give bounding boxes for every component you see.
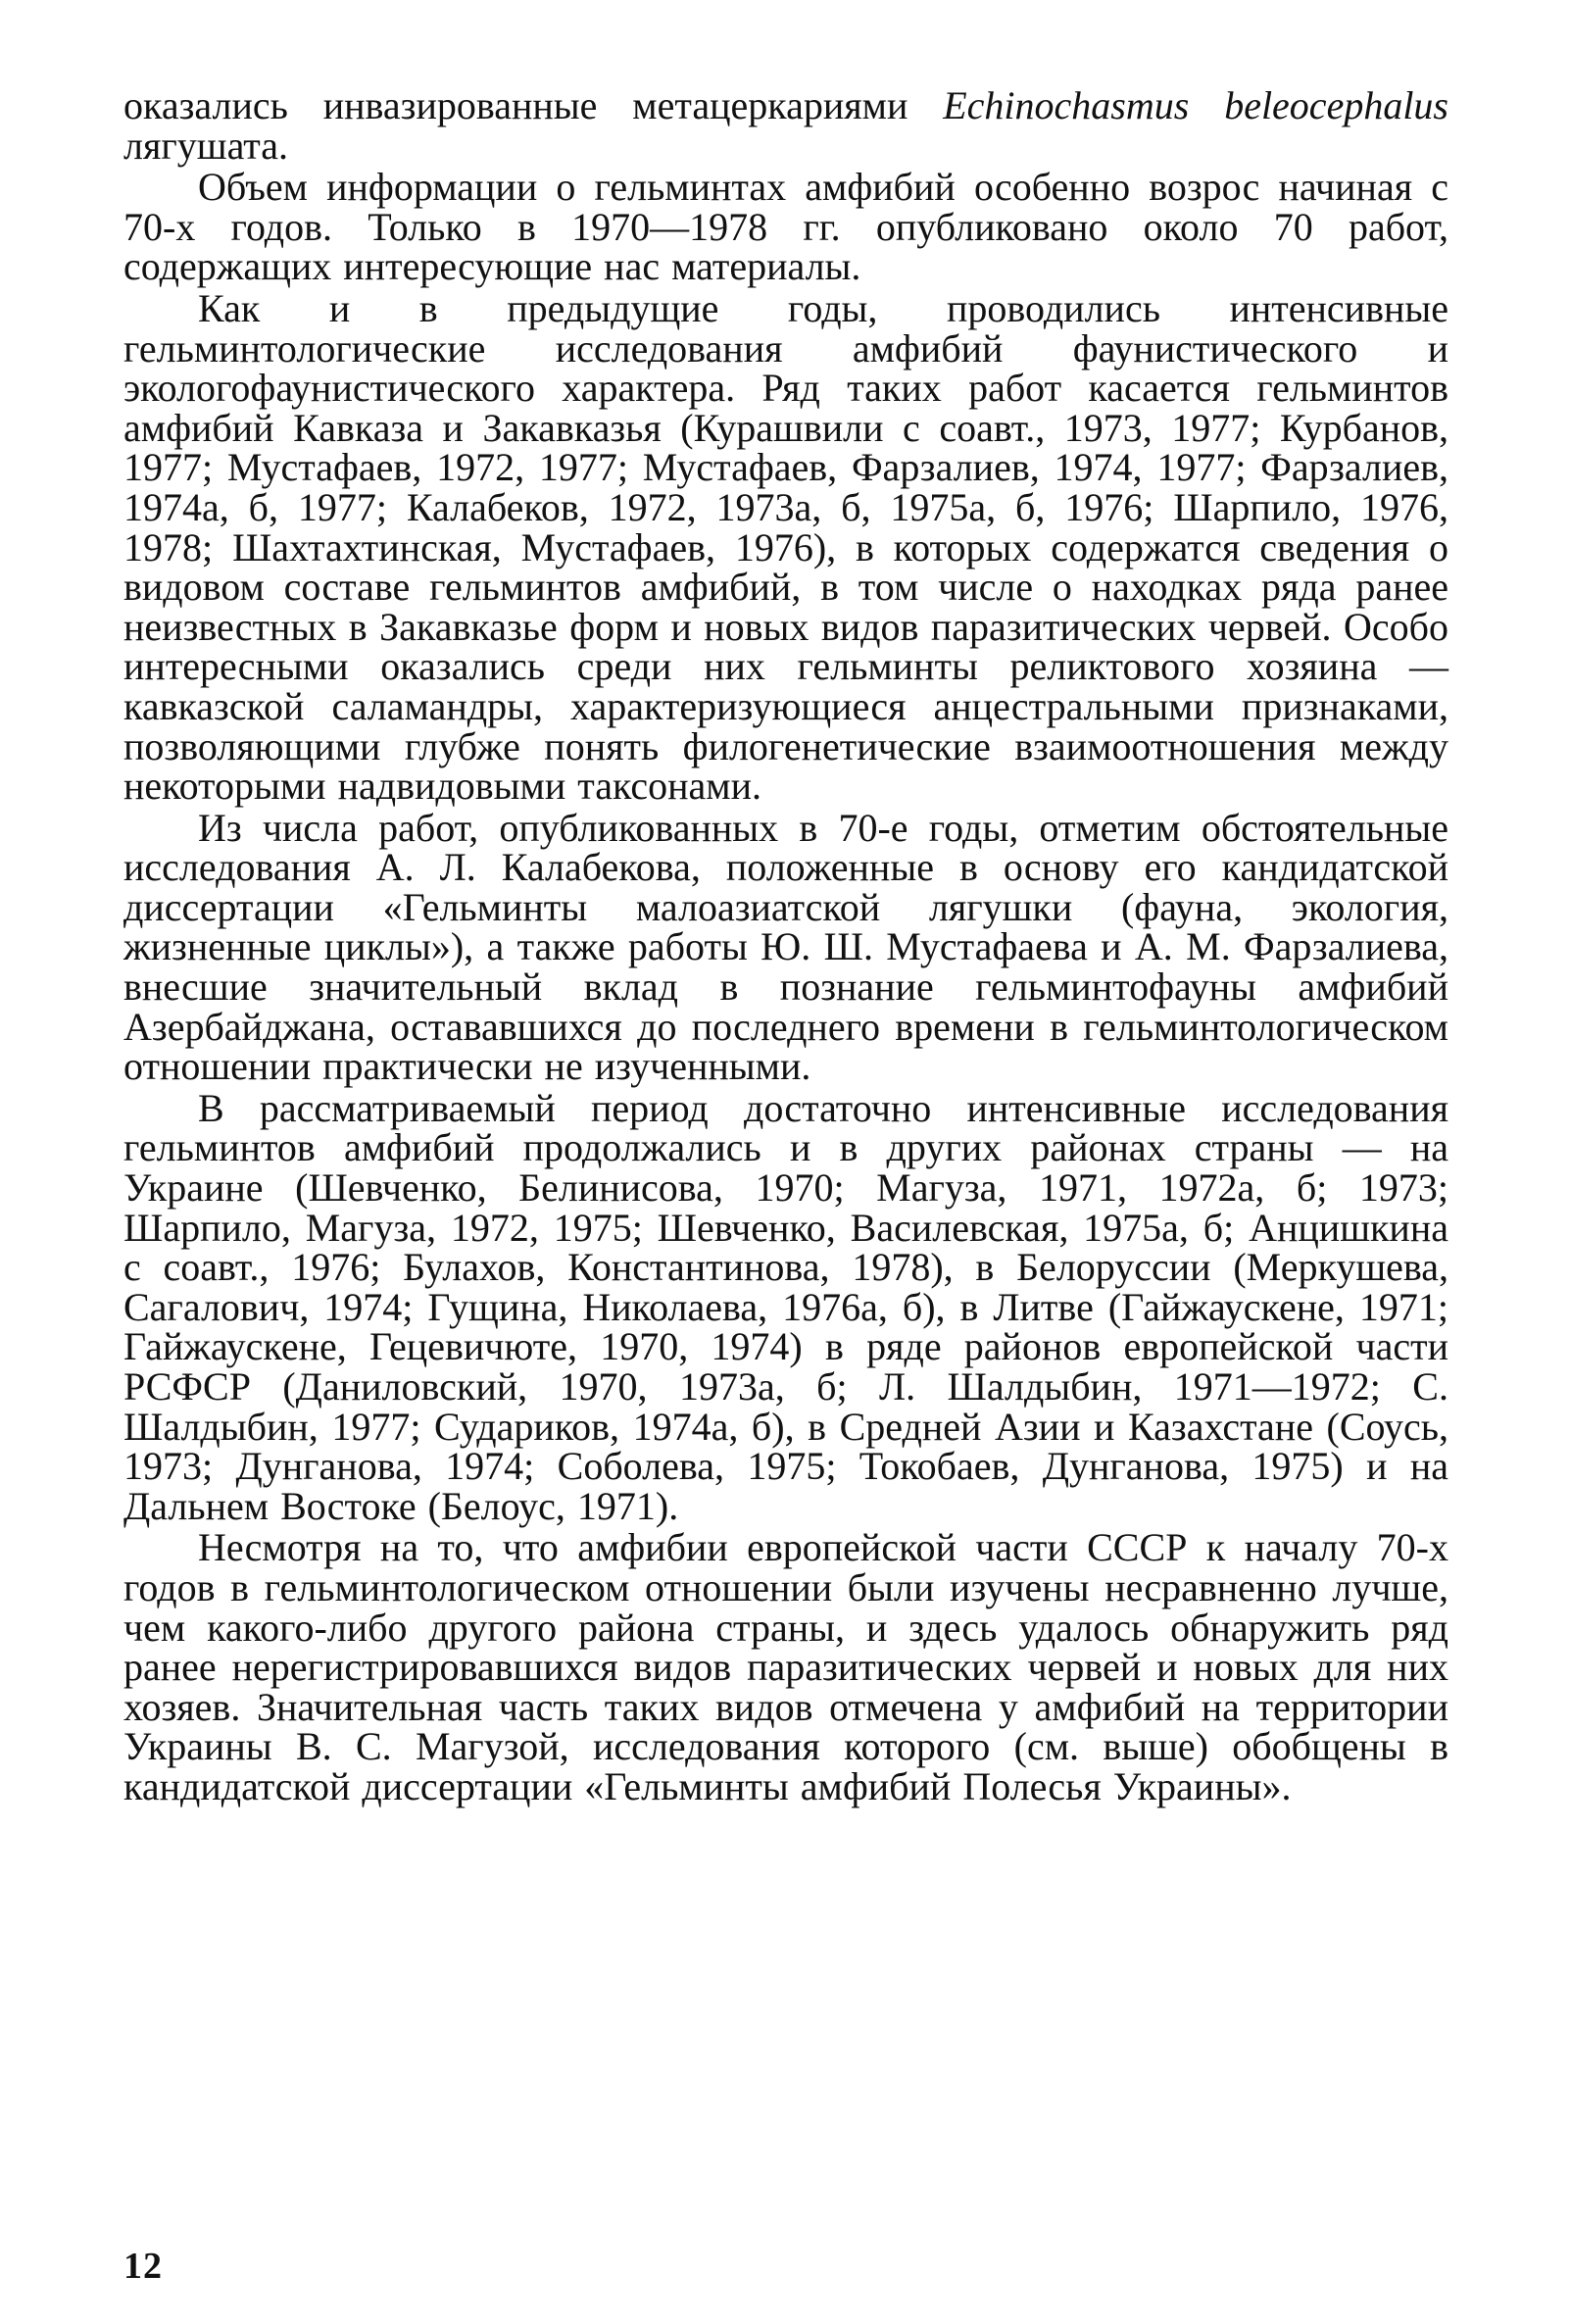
paragraph-1-start: оказались инвазированные метацеркариями: [123, 83, 944, 127]
paragraph-4: Из числа работ, опубликованных в 70-е годы, отметим обстоятельные исследования А. Л. Калабекова, положенные в основу его кандидатской диссертации «Гельминты малоазиатской лягушки (фауна, экология, жизненные циклы»), а также работы Ю. Ш. Мустафаева и А. М. Фарзалиева, внесшие значительный вклад в познание гельминтофауны амфибий Азербайджана, остававшихся до последнего времени в гельминтологическом отношении практически не изученными.: [123, 805, 1448, 1089]
paragraph-1: [123, 83, 1448, 168]
body-text: [123, 83, 1448, 1808]
paragraph-3: Как и в предыдущие годы, проводились интенсивные гельминтологические исследования амфибий фаунистического и экологофаунистического характера. Ряд таких работ касается гельминтов амфибий Кавказа и Закавказья (Курашвили с соавт., 1973, 1977; Курбанов, 1977; Мустафаев, 1972, 1977; Мустафаев, Фарзалиев, 1974, 1977; Фарзалиев, 1974а, б, 1977; Калабеков, 1972, 1973а, б, 1975а, б, 1976; Шарпило, 1976, 1978; Шахтахтинская, Мустафаев, 1976), в которых содержатся сведения о видовом составе гельминтов амфибий, в том числе о находках ряда ранее неизвестных в Закавказье форм и новых видов паразитических червей. Особо интересными оказались среди них гельминты реликтового хозяина — кавказской саламандры, характеризующиеся анцестральными признаками, позволяющими глубже понять филогенетические взаимоотношения между некоторыми надвидовыми таксонами.: [123, 285, 1448, 809]
paragraph-5: В рассматриваемый период достаточно интенсивные исследования гельминтов амфибий продолжались и в других районах страны — на Украине (Шевченко, Белинисова, 1970; Магуза, 1971, 1972а, б; 1973; Шарпило, Магуза, 1972, 1975; Шевченко, Василевская, 1975а, б; Анцишкина с соавт., 1976; Булахов, Константинова, 1978), в Белоруссии (Меркушева, Сагалович, 1974; Гущина, Николаева, 1976а, б), в Литве (Гайжаускене, 1971; Гайжаускене, Гецевичюте, 1970, 1974) в ряде районов европейской части РСФСР (Даниловский, 1970, 1973а, б; Л. Шалдыбин, 1971—1972; С. Шалдыбин, 1977; Судариков, 1974а, б), в Средней Азии и Казахстане (Соусь, 1973; Дунганова, 1974; Соболева, 1975; Токобаев, Дунганова, 1975) и на Дальнем Востоке (Белоус, 1971).: [123, 1085, 1448, 1528]
paragraph-6: Несмотря на то, что амфибии европейской части СССР к началу 70-х годов в гельминтологическом отношении были изучены несравненно лучше, чем какого-либо другого района страны, и здесь удалось обнаружить ряд ранее нерегистрировавшихся видов паразитических червей и новых для них хозяев. Значительная часть таких видов отмечена у амфибий на территории Украины В. С. Магузой, исследования которого (см. выше) обобщены в кандидатской диссертации «Гельминты амфибий Полесья Украины».: [123, 1525, 1448, 1808]
paragraph-2: Объем информации о гельминтах амфибий особенно возрос начиная с 70-х годов. Только в 1970—1978 гг. опубликовано около 70 работ, содержащих интересующие нас материалы.: [123, 165, 1448, 289]
paragraph-1-end: лягушата.: [123, 123, 289, 168]
latin-species-name: Echinochasmus beleocephalus: [943, 83, 1448, 127]
page-number: 12: [123, 2246, 163, 2287]
